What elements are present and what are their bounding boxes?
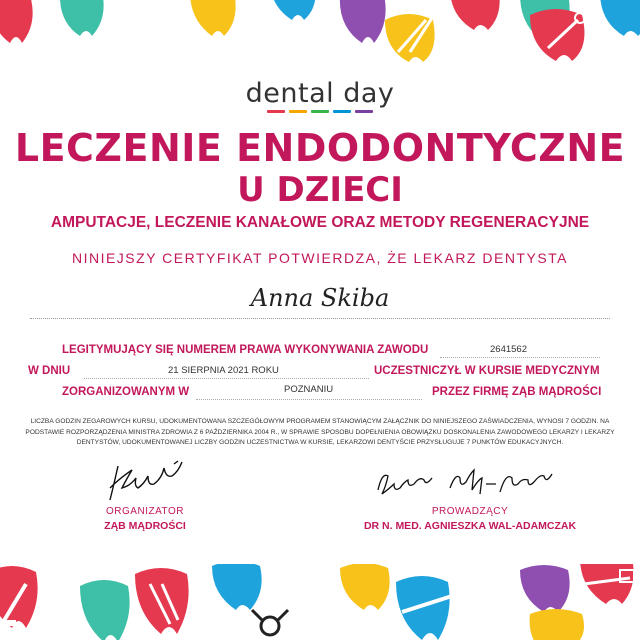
dental-day-logo bbox=[0, 78, 640, 113]
bottom-decorative-band bbox=[0, 564, 640, 640]
tooth-icon bbox=[450, 0, 500, 30]
top-decorative-band bbox=[0, 0, 640, 62]
logo-bar-segment bbox=[333, 110, 351, 113]
date-suffix: UCZESTNICZYŁ W KURSIE MEDYCZNYM bbox=[374, 365, 600, 377]
tooth-icon bbox=[135, 568, 189, 634]
toothbrush-icon bbox=[95, 0, 174, 40]
tooth-icon bbox=[80, 580, 130, 640]
confirmation-statement: NINIEJSZY CERTYFIKAT POTWIERDZA, ŻE LEKARZ DENTYSTA bbox=[71, 250, 569, 266]
tooth-icon bbox=[212, 564, 262, 610]
organizer-signature-block bbox=[70, 458, 220, 532]
logo-bar-segment bbox=[311, 110, 329, 113]
legal-fine-print: LICZBA GODZIN ZEGAROWYCH KURSU, UDOKUMENTOWANA SZCZEGÓŁOWYM PROGRAMEM STANOWIĄCYM ZAŁĄCZNIK DO NINIEJSZEGO ZAŚWIADCZENIA, WYNOSI 7 GODZIN. NA PODSTAWIE ROZPORZĄDZENIA MINISTRA ZDROWIA Z 6 PAŹDZIERNIKA 2004 R., W SPRAWIE SPOSOBU DOPEŁNIENIA OBOWIĄZKU DOSKONALENIA ZAWODOWEGO LEKARZY I LEKARZY DENTYSTÓW, UDOKUMENTOWANEJ LICZBY GODZIN UCZESTNICTWA W KURSIE, LEKARZOWI DENTYŚCIE PRZYSŁUGUJE 7 PUNKTÓW EDUKACYJNYCH. bbox=[25, 418, 615, 446]
place-value: POZNANIU bbox=[284, 384, 334, 395]
course-title-line1: LECZENIE ENDODONTYCZNE bbox=[14, 126, 626, 170]
date-value: 21 SIERPNIA 2021 ROKU bbox=[168, 365, 279, 376]
recipient-underline bbox=[30, 318, 610, 319]
course-title-line2: U DZIECI bbox=[237, 170, 403, 210]
instructor-name: DR N. MED. AGNIESZKA WAL-ADAMCZAK bbox=[363, 520, 577, 532]
tooth-icon bbox=[60, 0, 104, 36]
organizer-signature bbox=[100, 458, 190, 504]
recipient-name: Anna Skiba bbox=[250, 284, 390, 312]
date-underline bbox=[84, 378, 369, 379]
tooth-icon bbox=[190, 0, 236, 36]
organizer-name: ZĄB MĄDROŚCI bbox=[104, 520, 186, 532]
logo-bar-segment bbox=[289, 110, 307, 113]
place-prefix: ZORGANIZOWANYM W bbox=[62, 386, 190, 398]
tooth-icon bbox=[270, 0, 316, 20]
license-value: 2641562 bbox=[490, 344, 527, 355]
tooth-icon bbox=[520, 565, 570, 612]
logo-text: dental day bbox=[245, 78, 395, 109]
place-underline bbox=[196, 399, 422, 400]
logo-bar-segment bbox=[267, 110, 285, 113]
logo-color-bar bbox=[0, 110, 640, 113]
instructor-signature bbox=[370, 466, 570, 504]
date-prefix: W DNIU bbox=[28, 365, 71, 377]
tooth-icon bbox=[0, 0, 33, 43]
tooth-icon bbox=[600, 0, 640, 36]
tooth-icon bbox=[340, 0, 386, 43]
dental-mirror-icon bbox=[252, 610, 288, 635]
tooth-icon bbox=[340, 564, 390, 610]
course-subtitle: AMPUTACJE, LECZENIE KANAŁOWE ORAZ METODY REGENERACYJNE bbox=[50, 214, 590, 231]
license-label: LEGITYMUJĄCY SIĘ NUMEREM PRAWA WYKONYWANIA ZAWODU bbox=[62, 344, 429, 356]
logo-bar-segment bbox=[355, 110, 373, 113]
instructor-signature-block bbox=[340, 466, 600, 532]
license-underline bbox=[440, 357, 600, 358]
tooth-icon bbox=[530, 609, 584, 640]
place-suffix: PRZEZ FIRMĘ ZĄB MĄDROŚCI bbox=[432, 386, 602, 398]
tooth-icon bbox=[396, 576, 450, 640]
instructor-role: PROWADZĄCY bbox=[431, 506, 509, 517]
organizer-role: ORGANIZATOR bbox=[106, 506, 184, 517]
tooth-icon bbox=[530, 9, 584, 61]
